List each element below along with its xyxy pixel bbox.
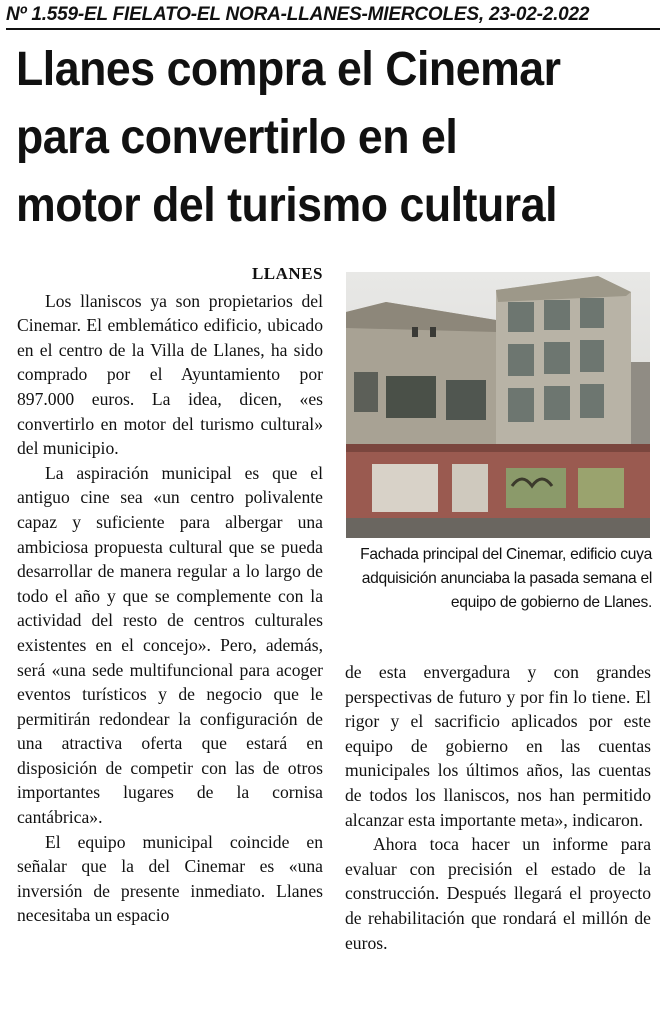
article-headline	[16, 36, 611, 240]
headline-line: para convertirlo en el	[16, 111, 458, 164]
photo-caption: Fachada principal del Cinemar, edificio cuya adquisición anunciaba la pasada semana el equipo de gobierno de Llanes.	[360, 546, 652, 611]
article-column-left	[17, 262, 323, 928]
article-paragraph: Ahora toca hacer un informe para evaluar con precisión el estado de la construcción. Después llegará el proyecto de rehabilitación que rondará el millón de euros.	[345, 834, 651, 953]
masthead-bar	[6, 2, 660, 30]
masthead-text: Nº 1.559-EL FIELATO-EL NORA-LLANES-MIERCOLES, 23-02-2.022	[6, 4, 590, 25]
article-paragraph: El equipo municipal coincide en señalar que la del Cinemar es «una inversión de presente inmediato. Llanes necesitaba un espacio	[17, 831, 323, 926]
article-paragraph: Los llaniscos ya son propietarios del Cinemar. El emblemático edificio, ubicado en el centro de la Villa de Llanes, ha sido comprado por el Ayuntamiento por 897.000 euros. La idea, dicen, «es convertirlo en motor del turismo cultural» del municipio.	[17, 290, 323, 459]
dateline-location: LLANES	[251, 264, 323, 283]
headline-line: motor del turismo cultural	[16, 179, 558, 232]
headline-line: Llanes compra el Cinemar	[16, 43, 561, 96]
article-paragraph: de esta envergadura y con grandes perspectivas de futuro y por fin lo tiene. El rigor y el sacrificio aplicados por este equipo de gobierno en las cuentas municipales los últimos años, las cuentas de todos los llaniscos, nos han permitido alcanzar esta importante meta», indicaron.	[345, 662, 651, 830]
cinemar-building-photo	[346, 272, 650, 538]
building-illustration	[346, 272, 650, 538]
article-paragraph: La aspiración municipal es que el antiguo cine sea «un centro polivalente capaz y suficiente para albergar una ambiciosa propuesta cultural que se pueda desarrollar de manera regular a lo largo de todo el año y que se complemente con la actividad del resto de centros culturales existentes en el concejo». Pero, además, será «una sede multifuncional para acoger eventos turísticos y de negocio que le permitirán redondear la configuración de una atractiva oferta que estará en disposición de competir con las de otros importantes lugares de la cornisa cantábrica».	[17, 462, 323, 828]
article-column-right	[345, 660, 651, 955]
